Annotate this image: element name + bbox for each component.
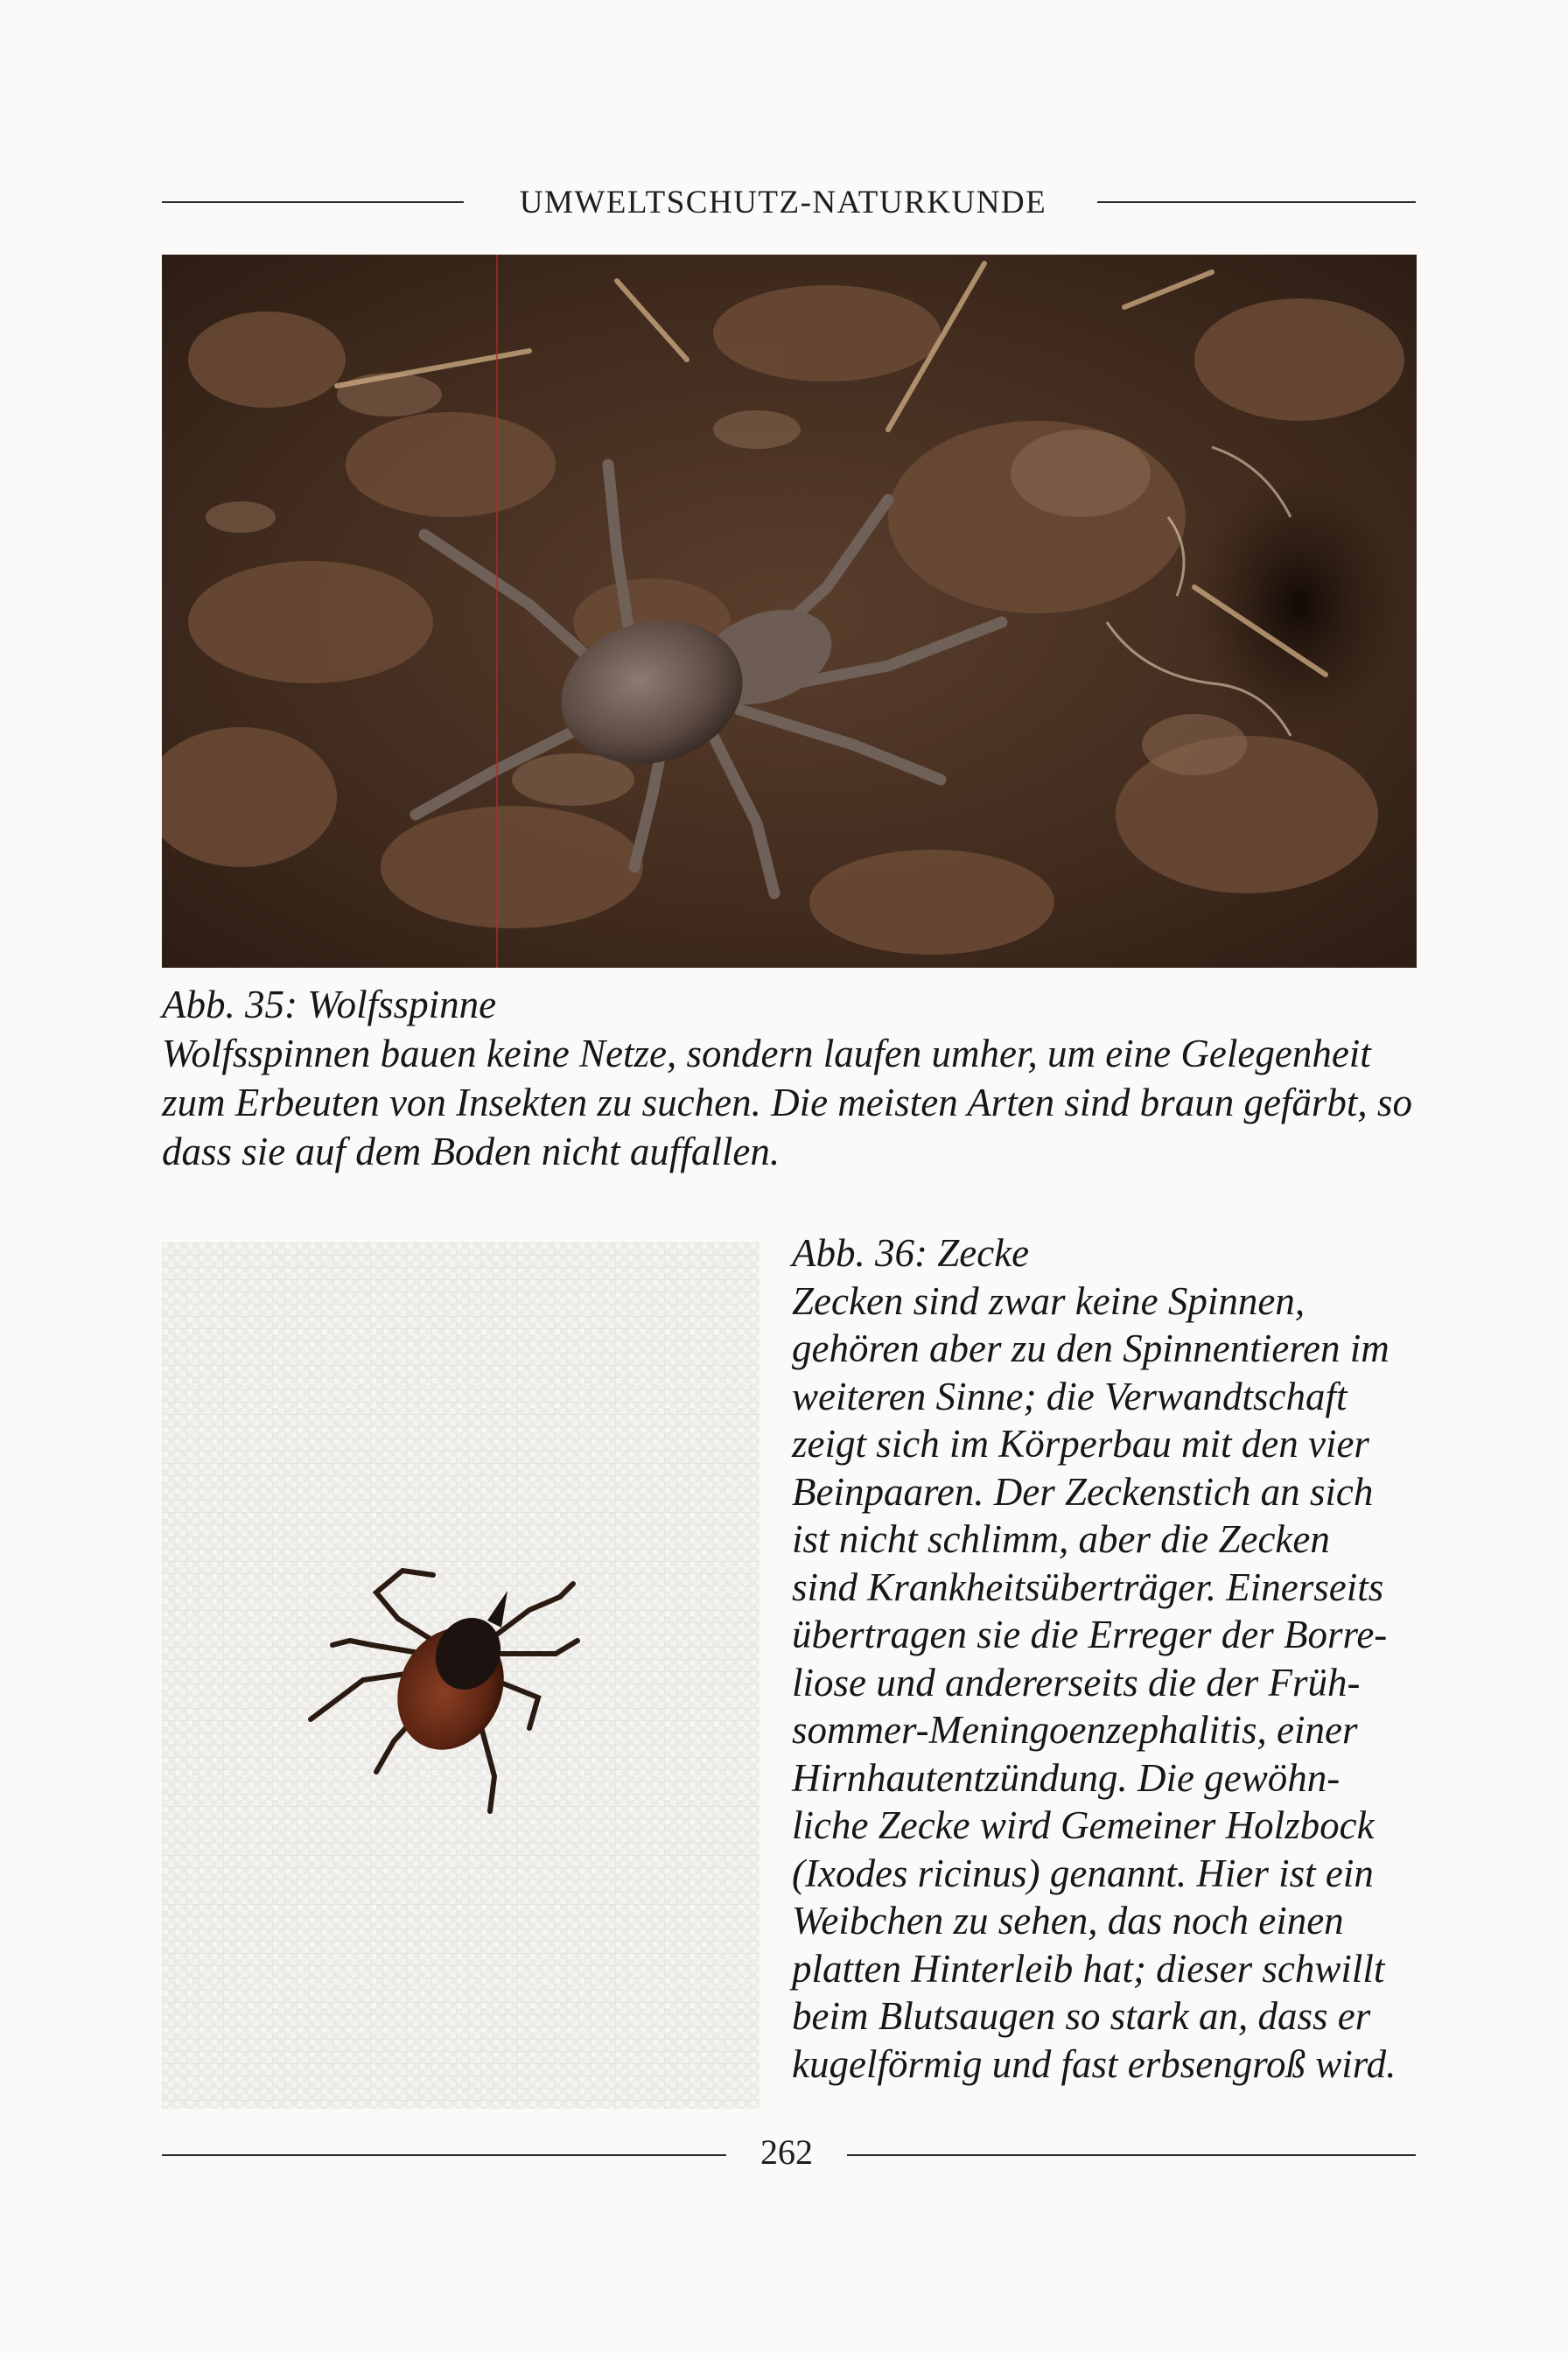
caption-line: sommer-Meningoenzephalitis, einer [792, 1708, 1358, 1752]
header-rule-left [162, 201, 464, 203]
caption-line: sind Krankheitsüberträger. Einerseits [792, 1564, 1384, 1609]
header-rule-right [1097, 201, 1416, 203]
caption-line: (Ixodes ricinus) genannt. Hier ist ein [792, 1851, 1374, 1895]
figure-35-label: Abb. 35: Wolfsspinne [162, 983, 497, 1026]
footer-rule-right [847, 2154, 1416, 2156]
caption-line: Beinpaaren. Der Zeckenstich an sich [792, 1469, 1374, 1514]
caption-line: Weibchen zu sehen, das noch einen [792, 1899, 1344, 1942]
footer-rule-left [162, 2154, 726, 2156]
caption-line: liose und andererseits die der Früh- [792, 1660, 1361, 1704]
figure-36-label: Abb. 36: Zecke [792, 1231, 1030, 1275]
caption-line: kugelförmig und fast erbsengroß wird. [792, 2041, 1396, 2086]
caption-line: Hirnhautentzündung. Die gewöhn- [792, 1755, 1340, 1800]
caption-line: liche Zecke wird Gemeiner Holzbock [792, 1803, 1375, 1847]
caption-line: übertragen sie die Erreger der Borre- [792, 1613, 1388, 1656]
caption-line: Zecken sind zwar keine Spinnen, [792, 1278, 1306, 1323]
caption-line: platten Hinterleib hat; dieser schwillt [792, 1946, 1385, 1991]
caption-line: gehören aber zu den Spinnentieren im [792, 1326, 1390, 1370]
caption-line: ist nicht schlimm, aber die Zecken [792, 1517, 1330, 1561]
figure-36-caption [792, 1229, 1422, 2088]
caption-line: zeigt sich im Körperbau mit den vier [792, 1422, 1369, 1466]
tick-photo [162, 1242, 760, 2109]
figure-35-text: Wolfsspinnen bauen keine Netze, sondern laufen umher, um eine Gelegenheit zum Erbeuten von Insekten zu suchen. Die meisten Arten sind braun gefärbt, so dass sie auf dem Boden nicht auffallen. [162, 1032, 1412, 1173]
running-header: UMWELTSCHUTZ-NATURKUNDE [519, 185, 1047, 220]
page-number: 262 [760, 2132, 813, 2172]
wolf-spider-photo [162, 255, 1417, 968]
caption-line: weiteren Sinne; die Verwandtschaft [792, 1374, 1348, 1418]
figure-35-caption [162, 980, 1417, 1176]
caption-line: beim Blutsaugen so stark an, dass er [792, 1994, 1371, 2038]
